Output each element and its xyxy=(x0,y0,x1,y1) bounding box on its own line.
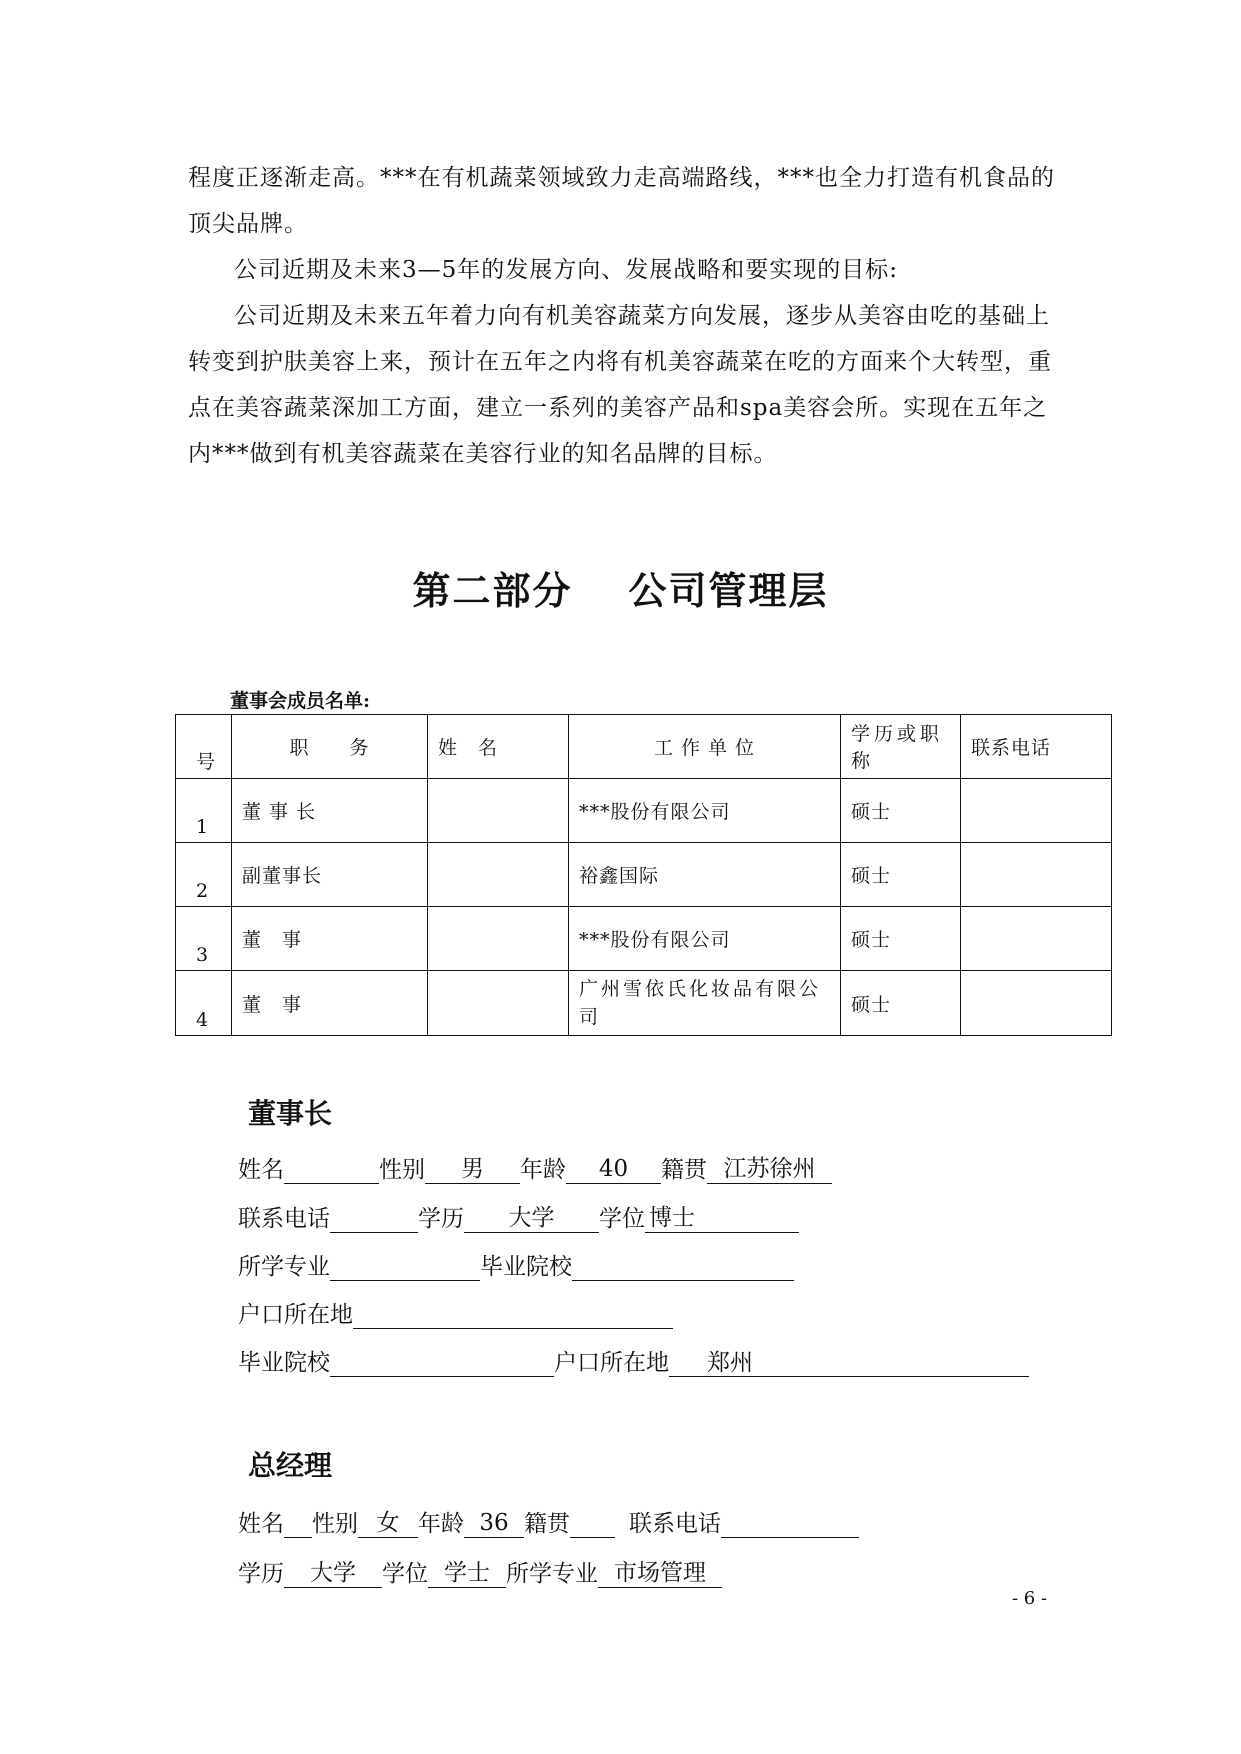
degree-value: 学士 xyxy=(428,1559,506,1588)
table-row xyxy=(176,843,1112,907)
degree-value: 博士 xyxy=(645,1204,799,1233)
name-label: 姓名 xyxy=(238,1157,284,1183)
age-value: 36 xyxy=(464,1509,524,1538)
origin-label: 籍贯 xyxy=(524,1511,570,1537)
school-label: 毕业院校 xyxy=(480,1254,572,1280)
row-name xyxy=(428,907,569,971)
gender-label: 性别 xyxy=(379,1157,425,1183)
major-label: 所学专业 xyxy=(238,1254,330,1280)
hukou2-label: 户口所在地 xyxy=(554,1350,669,1376)
edu-value: 大学 xyxy=(464,1204,599,1233)
major-value xyxy=(330,1252,480,1281)
school-value xyxy=(572,1252,794,1281)
row-phone xyxy=(961,779,1112,843)
row-phone xyxy=(961,971,1112,1036)
gender-value: 女 xyxy=(358,1509,418,1538)
origin-value xyxy=(570,1509,615,1538)
row-no: 4 xyxy=(176,971,232,1036)
table-header-row xyxy=(176,715,1112,779)
name-value xyxy=(284,1509,312,1538)
table-row xyxy=(176,971,1112,1036)
gender-value: 男 xyxy=(425,1155,520,1184)
table-row xyxy=(176,779,1112,843)
chairman-line-3 xyxy=(238,1248,794,1281)
row-edu: 硕士 xyxy=(841,907,961,971)
age-label: 年龄 xyxy=(520,1157,566,1183)
chairman-line-4 xyxy=(238,1296,673,1329)
name-label: 姓名 xyxy=(238,1511,284,1537)
chairman-line-2 xyxy=(238,1200,799,1233)
school2-value xyxy=(330,1348,554,1377)
gm-line-2 xyxy=(238,1555,722,1588)
school2-label: 毕业院校 xyxy=(238,1350,330,1376)
row-unit: 广州雪依氏化妆品有限公司 xyxy=(569,971,841,1036)
section-heading xyxy=(0,560,1241,615)
header-edu: 学历或职称 xyxy=(841,715,961,779)
name-value xyxy=(284,1155,379,1184)
phone-label: 联系电话 xyxy=(629,1511,721,1537)
row-role: 董 事 xyxy=(232,907,428,971)
page-number: - 6 - xyxy=(1012,1588,1048,1609)
hukou-value xyxy=(353,1300,673,1329)
phone-label: 联系电话 xyxy=(238,1206,330,1232)
edu-label: 学历 xyxy=(238,1561,284,1587)
origin-label: 籍贯 xyxy=(661,1157,707,1183)
age-value: 40 xyxy=(566,1155,661,1184)
header-no: 号 xyxy=(176,715,232,779)
row-no: 1 xyxy=(176,779,232,843)
major-label: 所学专业 xyxy=(506,1561,598,1587)
chairman-line-5 xyxy=(238,1344,1029,1377)
row-edu: 硕士 xyxy=(841,971,961,1036)
row-unit: 裕鑫国际 xyxy=(569,843,841,907)
row-role: 董 事 xyxy=(232,971,428,1036)
gm-title: 总经理 xyxy=(248,1449,333,1482)
row-phone xyxy=(961,843,1112,907)
header-phone: 联系电话 xyxy=(961,715,1112,779)
row-name xyxy=(428,779,569,843)
edu-value: 大学 xyxy=(284,1559,382,1588)
board-table xyxy=(175,714,1112,1036)
intro-paragraph-3: 公司近期及未来五年着力向有机美容蔬菜方向发展，逐步从美容由吃的基础上转变到护肤美容上来，预计在五年之内将有机美容蔬菜在吃的方面来个大转型，重点在美容蔬菜深加工方面，建立一系列的美容产品和spa美容会所。实现在五年之内***做到有机美容蔬菜在美容行业的知名品牌的目标。 xyxy=(188,303,1052,467)
header-unit: 工 作 单 位 xyxy=(569,715,841,779)
row-name xyxy=(428,971,569,1036)
hukou2-value: 郑州 xyxy=(669,1349,1029,1377)
gm-line-1 xyxy=(238,1505,859,1538)
intro-paragraph-1: 程度正逐渐走高。***在有机蔬菜领域致力走高端路线，***也全力打造有机食品的顶尖品牌。 xyxy=(188,165,1055,237)
row-no: 2 xyxy=(176,843,232,907)
row-edu: 硕士 xyxy=(841,779,961,843)
header-role: 职 务 xyxy=(232,715,428,779)
board-caption: 董事会成员名单: xyxy=(230,690,371,712)
degree-label: 学位 xyxy=(599,1206,645,1232)
row-no: 3 xyxy=(176,907,232,971)
major-value: 市场管理 xyxy=(598,1559,722,1588)
phone-value xyxy=(721,1509,859,1538)
row-phone xyxy=(961,907,1112,971)
edu-label: 学历 xyxy=(418,1206,464,1232)
hukou-label: 户口所在地 xyxy=(238,1302,353,1328)
row-role: 副董事长 xyxy=(232,843,428,907)
section-part: 第二部分 xyxy=(412,568,573,613)
table-row xyxy=(176,907,1112,971)
row-unit: ***股份有限公司 xyxy=(569,907,841,971)
chairman-title: 董事长 xyxy=(248,1097,333,1130)
chairman-line-1 xyxy=(238,1151,832,1184)
row-unit: ***股份有限公司 xyxy=(569,779,841,843)
row-name xyxy=(428,843,569,907)
origin-value: 江苏徐州 xyxy=(707,1155,832,1184)
gender-label: 性别 xyxy=(312,1511,358,1537)
phone-value xyxy=(330,1204,418,1233)
header-name: 姓 名 xyxy=(428,715,569,779)
age-label: 年龄 xyxy=(418,1511,464,1537)
degree-label: 学位 xyxy=(382,1561,428,1587)
row-edu: 硕士 xyxy=(841,843,961,907)
section-title: 公司管理层 xyxy=(628,568,829,613)
intro-paragraph-2: 公司近期及未来3—5年的发展方向、发展战略和要实现的目标: xyxy=(234,257,899,283)
row-role: 董 事 长 xyxy=(232,779,428,843)
